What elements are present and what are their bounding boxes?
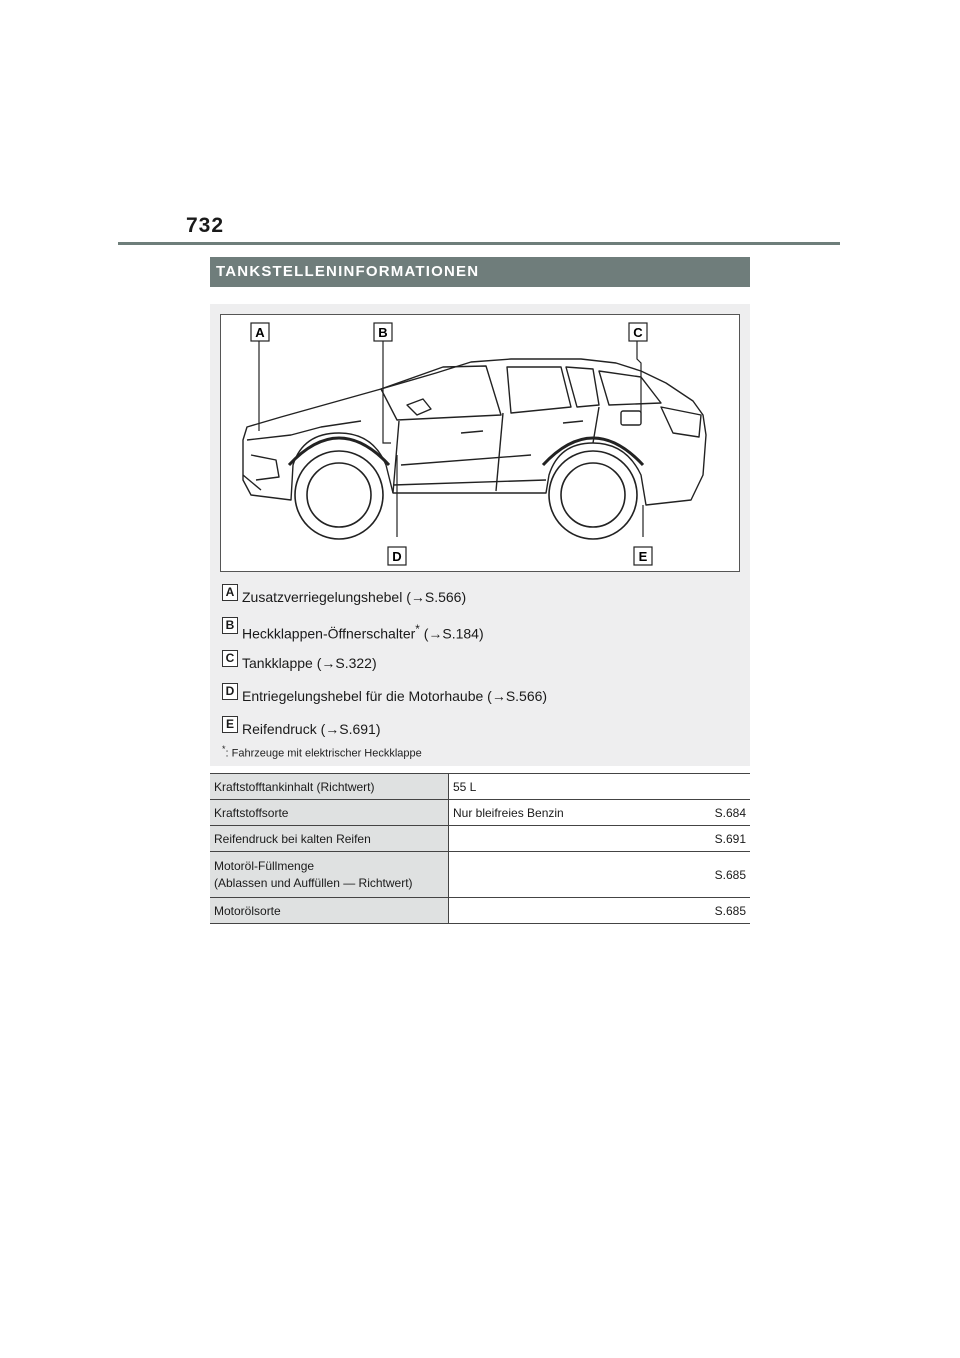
svg-text:A: A <box>255 325 265 340</box>
table-row <box>210 852 750 898</box>
legend-text-e: Reifendruck (→S.691) <box>242 721 381 737</box>
table-row <box>210 800 750 826</box>
table-label: Reifendruck bei kalten Reifen <box>210 826 449 852</box>
footnote-marker: * <box>415 623 420 636</box>
svg-text:B: B <box>378 325 388 340</box>
page-number: 732 <box>186 214 225 237</box>
vehicle-side-view-illustration <box>221 315 741 573</box>
svg-text:E: E <box>638 549 648 564</box>
legend-item-c <box>222 650 742 683</box>
callout-b <box>374 323 392 341</box>
legend-text-a: Zusatzverriegelungshebel (→S.566) <box>242 589 467 605</box>
legend-list <box>222 584 742 749</box>
vehicle-figure <box>220 314 740 572</box>
legend-key-d: D <box>222 683 238 700</box>
table-ref: S.684 <box>682 800 750 826</box>
legend-key-b: B <box>222 617 238 634</box>
legend-item-b <box>222 617 742 650</box>
table-label: Kraftstofftankinhalt (Richtwert) <box>210 774 449 800</box>
legend-item-a <box>222 584 742 617</box>
section-header: TANKSTELLENINFORMATIONEN <box>210 257 750 287</box>
table-value <box>449 852 683 898</box>
table-value: 55 L <box>449 774 683 800</box>
table-ref: S.685 <box>682 898 750 924</box>
legend-text-b: Heckklappen-Öffnerschalter* (→S.184) <box>242 623 484 642</box>
legend-text-d: Entriegelungshebel für die Motorhaube (→S.566) <box>242 688 548 704</box>
table-row <box>210 774 750 800</box>
table-value: Nur bleifreies Benzin <box>449 800 683 826</box>
table-row <box>210 826 750 852</box>
svg-text:D: D <box>392 549 402 564</box>
spec-table <box>210 773 750 924</box>
table-value <box>449 826 683 852</box>
callout-e <box>634 547 652 565</box>
legend-text-c: Tankklappe (→S.322) <box>242 655 377 671</box>
legend-key-e: E <box>222 716 238 733</box>
table-ref: S.685 <box>682 852 750 898</box>
table-label: Kraftstoffsorte <box>210 800 449 826</box>
legend-key-a: A <box>222 584 238 601</box>
top-rule <box>118 242 840 245</box>
legend-item-d <box>222 683 742 716</box>
table-ref: S.691 <box>682 826 750 852</box>
table-label: Motorölsorte <box>210 898 449 924</box>
callout-d <box>388 547 406 565</box>
table-value <box>449 898 683 924</box>
footnote: *: Fahrzeuge mit elektrischer Heckklappe <box>222 744 422 760</box>
info-panel <box>210 304 750 766</box>
callout-a <box>251 323 269 341</box>
table-row <box>210 898 750 924</box>
svg-text:C: C <box>633 325 643 340</box>
callout-c <box>629 323 647 341</box>
table-ref <box>682 774 750 800</box>
legend-key-c: C <box>222 650 238 667</box>
table-label: Motoröl-Füllmenge (Ablassen und Auffüllen — Richtwert) <box>210 852 449 898</box>
